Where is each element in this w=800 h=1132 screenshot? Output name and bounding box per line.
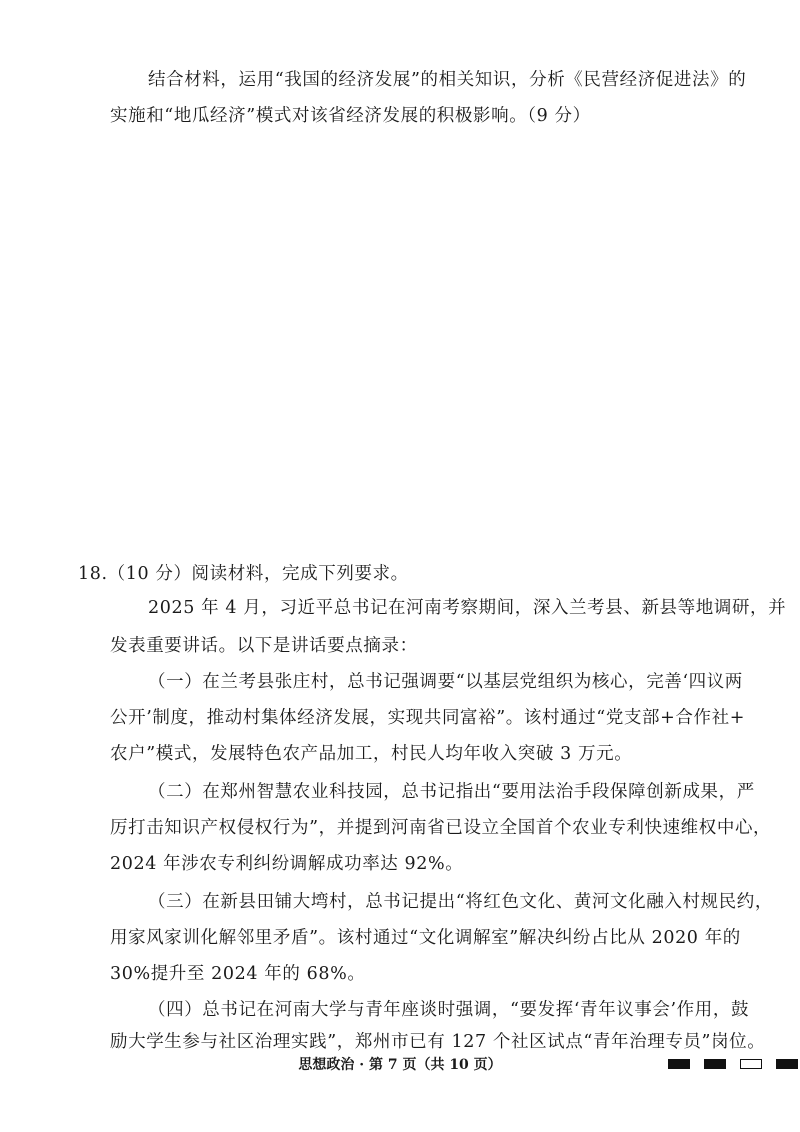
q18-item-1-line-2: 公开’制度，推动村集体经济发展，实现共同富裕”。该村通过“党支部+合作社+ <box>110 708 745 728</box>
page-marker-filled <box>776 1059 798 1069</box>
page-marker-filled <box>704 1059 726 1069</box>
q18-item-2-line-1: （二）在郑州智慧农业科技园，总书记指出“要用法治手段保障创新成果，严 <box>148 782 755 802</box>
q18-item-3-line-2: 用家风家训化解邻里矛盾”。该村通过“文化调解室”解决纠纷占比从 2020 年的 <box>110 928 741 948</box>
page-marker-group <box>668 1059 798 1069</box>
q18-item-4-line-1: （四）总书记在河南大学与青年座谈时强调，“要发挥‘青年议事会’作用，鼓 <box>148 1000 750 1020</box>
q18-heading: 18.（10 分）阅读材料，完成下列要求。 <box>78 564 409 584</box>
q18-intro-line-1: 2025 年 4 月，习近平总书记在河南考察期间，深入兰考县、新县等地调研，并 <box>148 598 787 618</box>
q17-prompt-line-1: 结合材料，运用“我国的经济发展”的相关知识，分析《民营经济促进法》的 <box>148 70 747 90</box>
q18-item-2-line-3: 2024 年涉农专利纠纷调解成功率达 92%。 <box>110 854 464 874</box>
q18-item-2-line-2: 厉打击知识产权侵权行为”，并提到河南省已设立全国首个农业专利快速维权中心， <box>110 818 772 838</box>
page-footer: 思想政治 · 第 7 页（共 10 页） <box>298 1057 502 1073</box>
page-marker-current <box>740 1059 762 1069</box>
q18-item-4-line-2: 励大学生参与社区治理实践”，郑州市已有 127 个社区试点“青年治理专员”岗位。 <box>110 1032 766 1052</box>
q18-item-3-line-3: 30%提升至 2024 年的 68%。 <box>110 964 366 984</box>
page-marker-filled <box>668 1059 690 1069</box>
q18-item-1-line-1: （一）在兰考县张庄村，总书记强调要“以基层党组织为核心，完善‘四议两 <box>148 672 743 692</box>
q17-prompt-line-2: 实施和“地瓜经济”模式对该省经济发展的积极影响。（9 分） <box>110 106 591 126</box>
q18-item-3-line-1: （三）在新县田铺大塆村，总书记提出“将红色文化、黄河文化融入村规民约， <box>148 892 773 912</box>
q18-intro-line-2: 发表重要讲话。以下是讲话要点摘录： <box>110 636 418 656</box>
q18-item-1-line-3: 农户”模式，发展特色农产品加工，村民人均年收入突破 3 万元。 <box>110 744 633 764</box>
